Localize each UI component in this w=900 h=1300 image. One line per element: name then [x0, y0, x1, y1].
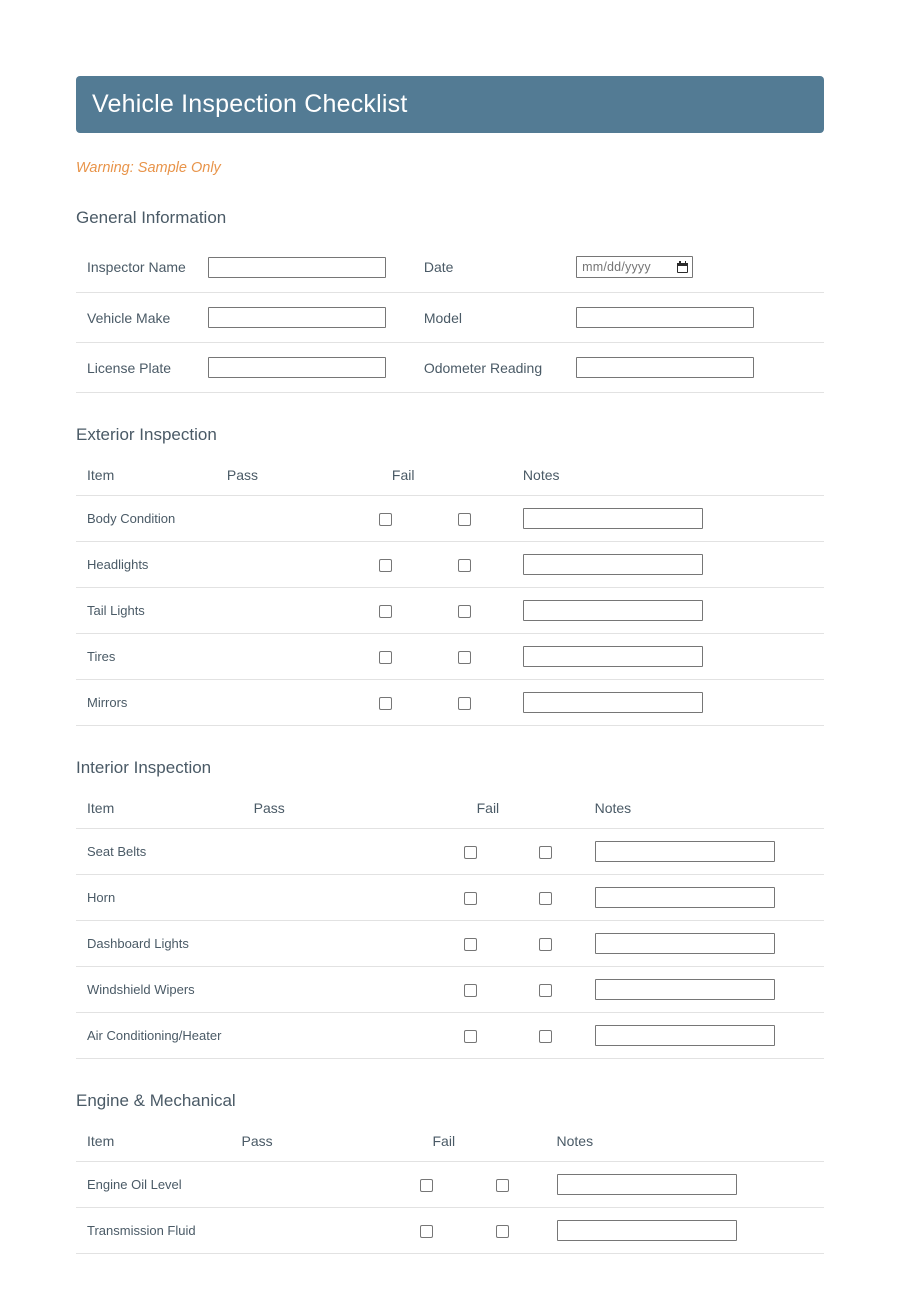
- notes-cell: [552, 829, 824, 875]
- notes-input[interactable]: [523, 600, 703, 621]
- field-cell-inspector-name: [186, 242, 386, 293]
- fail-cell: [477, 829, 552, 875]
- table-row: [76, 967, 824, 1013]
- inspection-item-label: Air Conditioning/Heater: [76, 1013, 254, 1059]
- notes-cell: [552, 967, 824, 1013]
- field-label-model: Model: [386, 293, 542, 343]
- page-title-bar: [76, 76, 824, 133]
- notes-input[interactable]: [523, 554, 703, 575]
- field-label-vehicle-make: Vehicle Make: [76, 293, 186, 343]
- field-cell-date: [542, 242, 824, 293]
- fail-cell: [477, 1013, 552, 1059]
- pass-cell: [242, 1208, 433, 1254]
- license-plate-input[interactable]: [208, 357, 386, 378]
- table-row: [76, 496, 824, 542]
- notes-cell: [509, 1208, 825, 1254]
- fail-cell: [392, 496, 471, 542]
- column-header-pass: Pass: [242, 1125, 433, 1162]
- pass-cell: [254, 967, 477, 1013]
- notes-cell: [471, 588, 824, 634]
- engine-mechanical-table: [76, 1125, 824, 1254]
- fail-checkbox[interactable]: [496, 1225, 509, 1238]
- date-input[interactable]: [576, 256, 693, 278]
- table-row: [76, 1013, 824, 1059]
- vehicle-make-input[interactable]: [208, 307, 386, 328]
- fail-checkbox[interactable]: [458, 513, 471, 526]
- pass-cell: [254, 1013, 477, 1059]
- column-header-fail: Fail: [477, 792, 552, 829]
- pass-checkbox[interactable]: [379, 559, 392, 572]
- field-label-inspector-name: Inspector Name: [76, 242, 186, 293]
- inspection-item-label: Horn: [76, 875, 254, 921]
- notes-cell: [471, 680, 824, 726]
- notes-input[interactable]: [523, 692, 703, 713]
- table-row: [76, 829, 824, 875]
- notes-input[interactable]: [595, 979, 775, 1000]
- field-cell-model: [542, 293, 824, 343]
- table-row: [76, 1208, 824, 1254]
- notes-cell: [552, 921, 824, 967]
- table-row: [76, 588, 824, 634]
- pass-cell: [227, 496, 392, 542]
- pass-cell: [227, 542, 392, 588]
- interior-table-head: [76, 792, 824, 829]
- pass-checkbox[interactable]: [464, 846, 477, 859]
- fail-checkbox[interactable]: [539, 1030, 552, 1043]
- general-information-body: [76, 242, 824, 393]
- notes-input[interactable]: [523, 646, 703, 667]
- fail-cell: [477, 967, 552, 1013]
- column-header-pass: Pass: [254, 792, 477, 829]
- table-row: [76, 542, 824, 588]
- pass-cell: [242, 1162, 433, 1208]
- field-cell-license-plate: [186, 343, 386, 393]
- pass-cell: [227, 634, 392, 680]
- engine-table-head: [76, 1125, 824, 1162]
- fail-checkbox[interactable]: [539, 984, 552, 997]
- column-header-notes: Notes: [552, 792, 824, 829]
- pass-cell: [254, 875, 477, 921]
- notes-input[interactable]: [557, 1220, 737, 1241]
- fail-checkbox[interactable]: [458, 651, 471, 664]
- exterior-table-body: [76, 496, 824, 726]
- pass-cell: [227, 680, 392, 726]
- inspection-item-label: Seat Belts: [76, 829, 254, 875]
- inspection-item-label: Mirrors: [76, 680, 227, 726]
- table-row: [76, 242, 824, 293]
- section-heading-general: General Information: [76, 208, 227, 227]
- inspection-item-label: Dashboard Lights: [76, 921, 254, 967]
- pass-checkbox[interactable]: [379, 651, 392, 664]
- column-header-item: Item: [76, 1125, 242, 1162]
- field-cell-vehicle-make: [186, 293, 386, 343]
- inspector-name-input[interactable]: [208, 257, 386, 278]
- fail-checkbox[interactable]: [539, 892, 552, 905]
- fail-cell: [392, 634, 471, 680]
- date-placeholder: mm/dd/yyyy: [582, 260, 651, 274]
- page-title: Vehicle Inspection Checklist: [92, 90, 408, 118]
- model-input[interactable]: [576, 307, 754, 328]
- inspection-item-label: Body Condition: [76, 496, 227, 542]
- section-heading-interior: Interior Inspection: [76, 758, 212, 777]
- column-header-fail: Fail: [433, 1125, 509, 1162]
- inspection-item-label: Tires: [76, 634, 227, 680]
- fail-cell: [477, 921, 552, 967]
- column-header-notes: Notes: [471, 459, 824, 496]
- fail-cell: [477, 875, 552, 921]
- table-row: [76, 343, 824, 393]
- table-header-row: [76, 1125, 824, 1162]
- notes-input[interactable]: [523, 508, 703, 529]
- notes-cell: [471, 496, 824, 542]
- fail-cell: [392, 588, 471, 634]
- column-header-fail: Fail: [392, 459, 471, 496]
- fail-checkbox[interactable]: [539, 938, 552, 951]
- column-header-item: Item: [76, 459, 227, 496]
- notes-input[interactable]: [557, 1174, 737, 1195]
- pass-cell: [254, 921, 477, 967]
- notes-cell: [552, 1013, 824, 1059]
- column-header-item: Item: [76, 792, 254, 829]
- notes-input[interactable]: [595, 933, 775, 954]
- calendar-icon: [677, 261, 688, 273]
- inspection-item-label: Headlights: [76, 542, 227, 588]
- table-row: [76, 1162, 824, 1208]
- section-heading-engine: Engine & Mechanical: [76, 1091, 236, 1110]
- exterior-table-head: [76, 459, 824, 496]
- fail-cell: [392, 542, 471, 588]
- inspection-item-label: Windshield Wipers: [76, 967, 254, 1013]
- notes-input[interactable]: [595, 887, 775, 908]
- field-label-odometer-reading: Odometer Reading: [386, 343, 542, 393]
- pass-checkbox[interactable]: [464, 984, 477, 997]
- pass-checkbox[interactable]: [464, 892, 477, 905]
- inspection-item-label: Tail Lights: [76, 588, 227, 634]
- fail-checkbox[interactable]: [458, 697, 471, 710]
- pass-checkbox[interactable]: [464, 1030, 477, 1043]
- interior-inspection-table: [76, 792, 824, 1059]
- pass-checkbox[interactable]: [379, 605, 392, 618]
- notes-cell: [552, 875, 824, 921]
- inspection-item-label: Transmission Fluid: [76, 1208, 242, 1254]
- notes-input[interactable]: [595, 1025, 775, 1046]
- field-label-license-plate: License Plate: [76, 343, 186, 393]
- odometer-reading-input[interactable]: [576, 357, 754, 378]
- pass-checkbox[interactable]: [464, 938, 477, 951]
- notes-input[interactable]: [595, 841, 775, 862]
- table-row: [76, 875, 824, 921]
- exterior-inspection-table: [76, 459, 824, 726]
- notes-cell: [471, 542, 824, 588]
- pass-checkbox[interactable]: [420, 1179, 433, 1192]
- pass-cell: [227, 588, 392, 634]
- field-label-date: Date: [386, 242, 542, 293]
- fail-cell: [392, 680, 471, 726]
- column-header-pass: Pass: [227, 459, 392, 496]
- notes-cell: [471, 634, 824, 680]
- table-row: [76, 680, 824, 726]
- pass-checkbox[interactable]: [420, 1225, 433, 1238]
- warning-text: Warning: Sample Only: [76, 160, 221, 176]
- pass-checkbox[interactable]: [379, 697, 392, 710]
- fail-cell: [433, 1162, 509, 1208]
- pass-cell: [254, 829, 477, 875]
- general-information-table: [76, 242, 824, 393]
- column-header-notes: Notes: [509, 1125, 825, 1162]
- table-row: [76, 921, 824, 967]
- fail-checkbox[interactable]: [496, 1179, 509, 1192]
- table-header-row: [76, 459, 824, 496]
- fail-checkbox[interactable]: [458, 605, 471, 618]
- fail-checkbox[interactable]: [539, 846, 552, 859]
- table-row: [76, 634, 824, 680]
- table-header-row: [76, 792, 824, 829]
- interior-table-body: [76, 829, 824, 1059]
- notes-cell: [509, 1162, 825, 1208]
- field-cell-odometer-reading: [542, 343, 824, 393]
- pass-checkbox[interactable]: [379, 513, 392, 526]
- fail-cell: [433, 1208, 509, 1254]
- inspection-item-label: Engine Oil Level: [76, 1162, 242, 1208]
- table-row: [76, 293, 824, 343]
- section-heading-exterior: Exterior Inspection: [76, 425, 217, 444]
- engine-table-body: [76, 1162, 824, 1254]
- fail-checkbox[interactable]: [458, 559, 471, 572]
